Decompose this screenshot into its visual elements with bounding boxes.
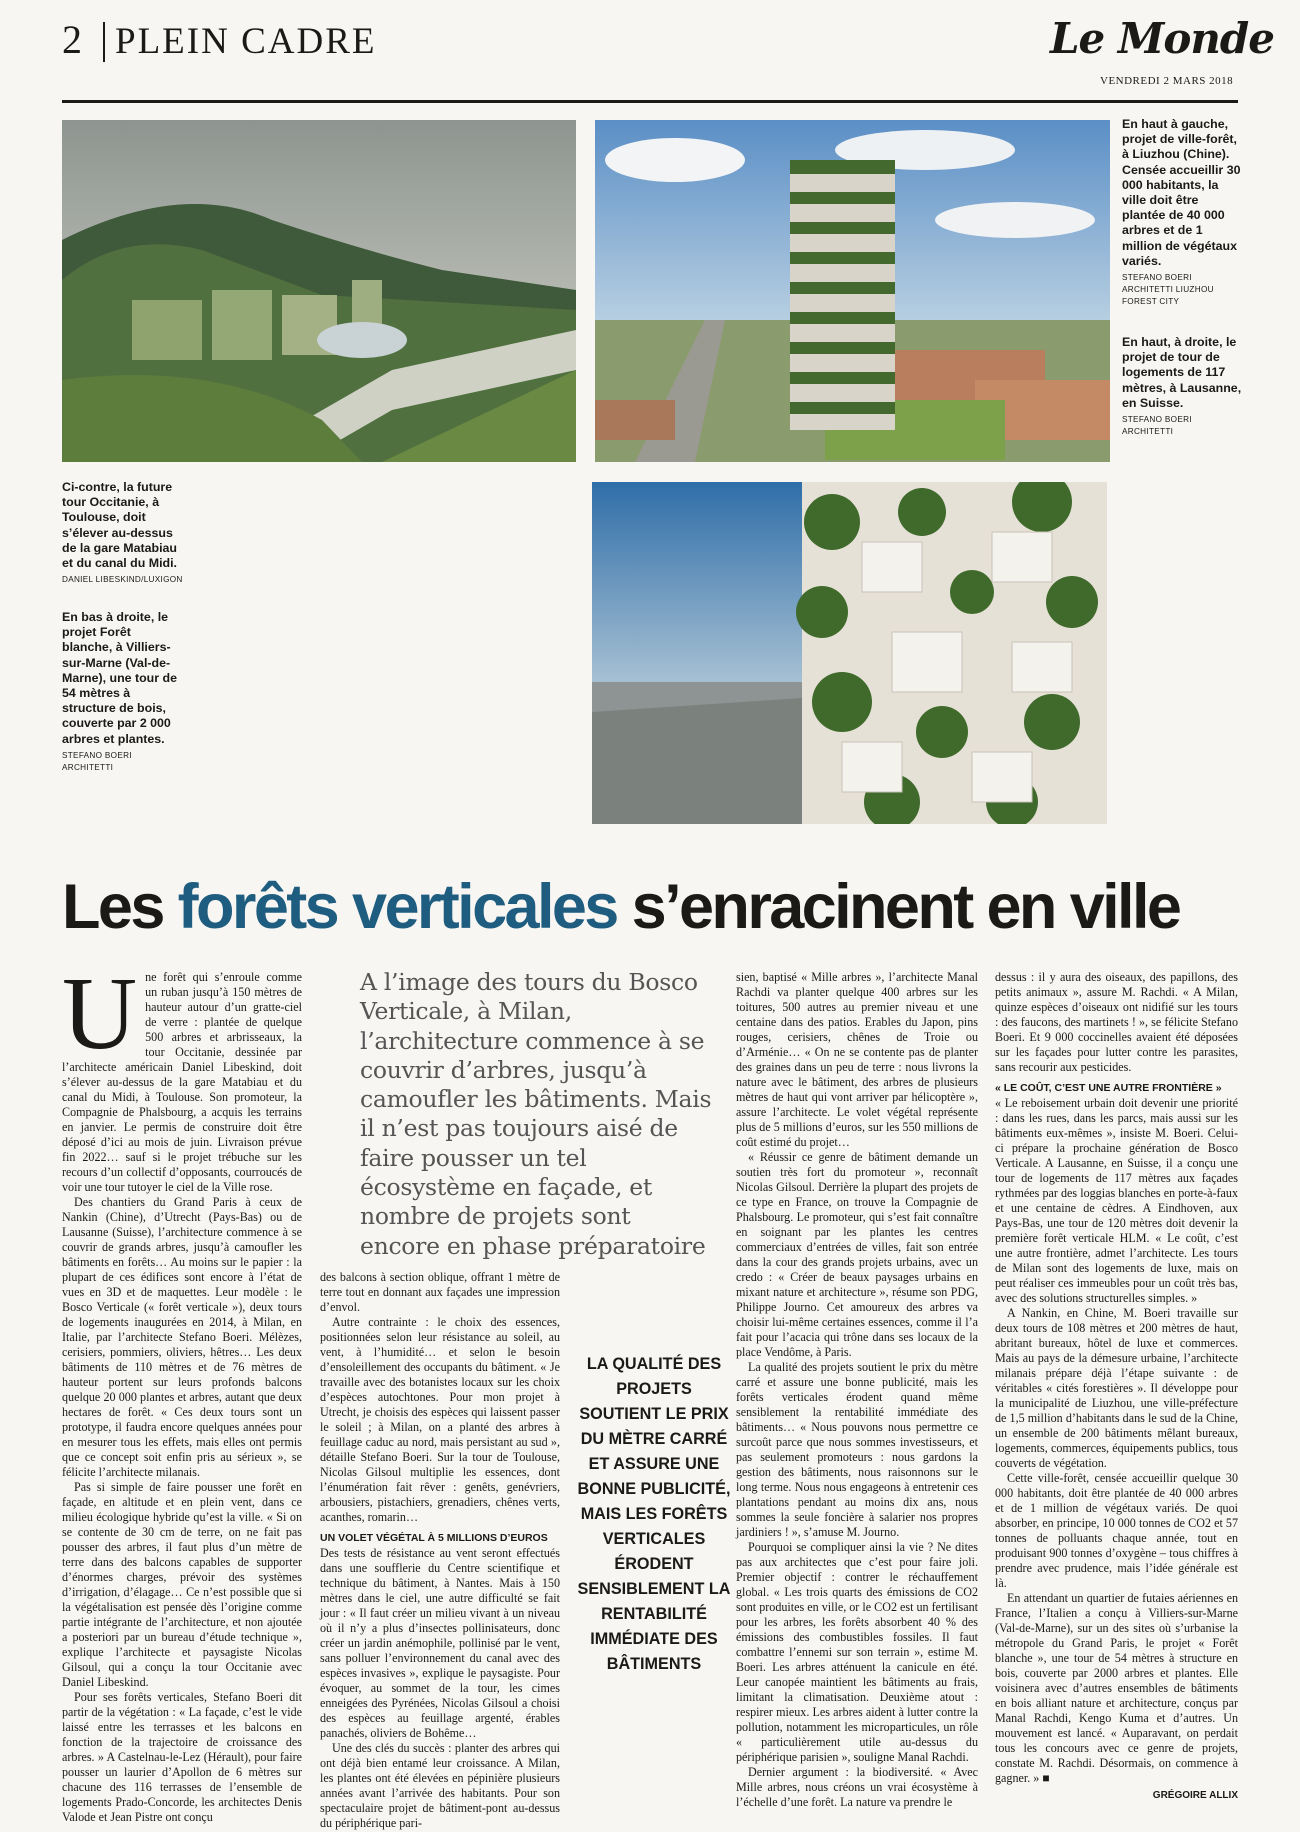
caption-lausanne-text: En haut, à droite, le projet de tour de logements de 117 mètres, à Lausanne, en Suisse. — [1122, 335, 1242, 410]
paragraph: Autre contrainte : le choix des essences, positionnées selon leur résistance au soleil, au vent, à l’humidité… et selon le besoin d’ensoleillement des occupants du bâtiment. « Je travaille avec des botanistes locaux sur les choix d’espèces autochtones. Pour mon projet à Utrecht, je choisis des espèces qui laissent passer le soleil ; à Milan, on a planté des arbres à feuillage caduc au nord, mais persistant au sud », détaille Stefano Boeri. Sur la tour de Toulouse, Nicolas Gilsoul multiplie les essences, dont l’énumération fait rêver : genêts, genévriers, arbousiers, pistachiers, grenadiers, chênes verts, acanthes, romarin… — [320, 1315, 560, 1524]
paragraph: dessus : il y aura des oiseaux, des papillons, des petits animaux », assure M. Rachdi. « A Milan, quinze espèces d’oiseaux ont nidifié sur les tours : des faucons, des martinets ! », se félicite Stefano Boeri. Et 9 000 coccinelles avaient été déposées sur les façades pour lutter contre les parasites, sans recourir aux pesticides. — [995, 970, 1238, 1074]
pull-quote: LA QUALITÉ DES PROJETS SOUTIENT LE PRIX DU MÈTRE CARRÉ ET ASSURE UNE BONNE PUBLICITÉ, MAIS LES FORÊTS VERTICALES ÉRODENT SENSIBLEMENT LA RENTABILITÉ IMMÉDIATE DES BÂTIMENTS — [577, 1355, 731, 1673]
article-column-2 — [320, 1270, 560, 1831]
paragraph: sien, baptisé « Mille arbres », l’architecte Manal Rachdi va planter quelque 400 arbres sur les toitures, 500 autres au premier niveau et une centaine dans des patios. Erables du Japon, pins rouges, cerisiers, chênes de Troie ou d’Arménie… « On ne se contente pas de planter des graines dans un peu de terre : nous livrons la nature avec le bâtiment, des arbres de plusieurs mètres de haut qui vont arriver par hélicoptère », assure l’architecte. Le volet végétal représente plus de 5 millions d’euros, sur les 550 millions de coût estimé du projet… — [736, 970, 978, 1149]
headline — [62, 872, 1238, 942]
newspaper-logo[interactable]: Le Monde — [1050, 14, 1275, 63]
subheading: UN VOLET VÉGÉTAL À 5 MILLIONS D’EUROS — [320, 1532, 548, 1544]
paragraph: Cette ville-forêt, censée accueillir quelque 30 000 habitants, doit être plantée de 40 000 arbres et de 1 million de végétaux variés. De quoi absorber, en principe, 10 000 tonnes de CO2 et 57 tonnes de polluants chaque année, tout en produisant 900 tonnes d’oxygène – tous chiffres à prendre avec prudence, mais l’idée générale est là. — [995, 1471, 1238, 1590]
caption-foret-blanche — [62, 610, 184, 774]
headline-part-3: s’enracinent en ville — [616, 872, 1180, 942]
paragraph: « Réussir ce genre de bâtiment demande un soutien très fort du promoteur », reconnaît Nicolas Gilsoul. Derrière la plupart des projets de ce type en France, on trouve la Compagnie de Phalsbourg. Le promoteur, qui s’est fait connaître en soignant par les plantes les centres commerciaux d’entrées de villes, fait son entrée dans la cour des grands projets urbains, avec un credo : « Créer de beaux paysages urbains en mixant nature et architecture », résume son PDG, Philippe Journo. Cet amoureux des arbres va choisir lui-même certaines essences, comme il l’a fait pour l’acacia qui trône dans ses locaux de la place Vendôme, à Paris. — [736, 1150, 978, 1359]
paragraph: Une des clés du succès : planter des arbres qui ont déjà bien entamé leur croissance. A Milan, les plantes ont été élevées en pépinière plusieurs années avant l’arrivée des habitants. Pour son spectaculaire projet de bâtiment-pont au-dessus du périphérique pari- — [320, 1741, 560, 1830]
photo-liuzhou-forest-city — [62, 120, 576, 462]
article-lead: A l’image des tours du Bosco Verticale, à Milan, l’architecture commence à se couvrir d’arbres, jusqu’à camoufler les bâtiments. Mais il n’est pas toujours aisé de faire pousser un tel écosystème en façade, et nombre de projets sont encore en phase préparatoire — [360, 968, 712, 1260]
header-divider — [103, 22, 105, 62]
caption-lausanne — [1122, 335, 1242, 438]
paragraph: A Nankin, en Chine, M. Boeri travaille sur deux tours de 108 mètres et 200 mètres de haut, abritant bureaux, hôtel de luxe et commerces. Mais au pays de la démesure urbaine, l’architecte milanais prépare déjà l’étape suivante : de véritables « cités forestières ». Il développe pour la municipalité de Liuzhou, une ville-préfecture de 1,5 million d’habitants dans le sud de la Chine, un ensemble de 200 bâtiments mêlant bureaux, logements, commerces, équipements publics, tous couverts de végétation. — [995, 1306, 1238, 1470]
caption-occitanie-credit: DANIEL LIBESKIND/LUXIGON — [62, 575, 183, 585]
caption-liuzhou-text: En haut à gauche, projet de ville-forêt, à Liuzhou (Chine). Censée accueillir 30 000 habitants, la ville doit être plantée de 40 000 arbres et de 1 million de végétaux variés. — [1122, 117, 1241, 268]
paragraph: En attendant un quartier de futaies aériennes en France, l’Italien a conçu à Villiers-sur-Marne (Val-de-Marne), sur un des sites où s’urbanise la métropole du Grand Paris, le projet « Forêt blanche », une tour de 54 mètres à structure en bois, couverte par 2000 arbres et plantes. Elle voisinera avec d’autres ensembles de bâtiments en bois alliant nature et architecture, conçus par Manal Rachdi, Kengo Kuma et d’autres. Un mouvement est lancé. « Auparavant, on perdait tous les concours avec ce genre de projets, constate M. Rachdi. Désormais, on commence à gagner. » ■ — [995, 1591, 1238, 1785]
article-column-1 — [62, 956, 302, 1825]
section-title: PLEIN CADRE — [115, 21, 377, 62]
photo-lausanne-tower — [595, 120, 1110, 462]
caption-foret-blanche-text: En bas à droite, le projet Forêt blanche, à Villiers-sur-Marne (Val-de-Marne), une tour de 54 mètres à structure de bois, couverte par 2 000 arbres et plantes. — [62, 610, 177, 746]
page-number: 2 — [62, 17, 82, 62]
headline-accent: forêts verticales — [177, 872, 617, 942]
issue-date: VENDREDI 2 MARS 2018 — [1100, 75, 1234, 87]
paragraph: « Le reboisement urbain doit devenir une priorité : dans les rues, dans les parcs, mais aussi sur les bâtiments eux-mêmes », insiste M. Boeri. Celui-ci prépare la prochaine génération de Bosco Verticale. A Lausanne, en Suisse, il a conçu une tour de logements de 117 mètres aux façades rythmées par des loggias blanches en porte-à-faux et une centaine de cèdres. A Eindhoven, aux Pays-Bas, une tour de 120 mètres doit devenir la première forêt verticale HLM. « Le coût, c’est une autre frontière, admet l’architecte. Les tours de Milan sont des logements de luxe, mais on peut réaliser ces immeubles pour un coût très bas, avec des solutions structurelles simples. » — [995, 1096, 1238, 1305]
photo-foret-blanche — [592, 482, 1107, 824]
byline: GRÉGOIRE ALLIX — [1152, 1790, 1238, 1801]
paragraph: Pas si simple de faire pousser une forêt en façade, en altitude et en plein vent, dans ce milieu écologique hybride qu’est la ville. « Si on se contente de 30 cm de terre, on ne fait pas pousser des arbres, il faut plus d’un mètre de terre dans des balcons capables de supporter d’énormes charges, prévoir des systèmes d’irrigation, d’élagage… Ce n’est possible que si la végétalisation est pensée dès l’origine comme partie intégrante de l’architecture, et non ajoutée a posteriori par un bureau d’étude technique », explique l’architecte et paysagiste Nicolas Gilsoul, qui a conçu la tour Occitanie avec Daniel Libeskind. — [62, 1480, 302, 1689]
paragraph: La qualité des projets soutient le prix du mètre carré et assure une bonne publicité, mais les forêts verticales érodent quand même sensiblement la rentabilité immédiate des bâtiments… « Nous pouvons nous permettre ce surcoût parce que nous sommes investisseurs, et pas seulement promoteurs : nous gardons la gestion des bâtiments, nous raisonnons sur le long terme. Nous nous engageons à entretenir ces plantations pendant au moins dix ans, nous sommes la seule foncière à salarier nos propres jardiniers ! », s’amuse M. Journo. — [736, 1360, 978, 1539]
paragraph: Des tests de résistance au vent seront effectués dans une soufflerie du Centre scientifique et technique du bâtiment, à Nantes. Mais à 150 mètres dans le ciel, une autre difficulté se fait jour : « Il faut créer un milieu vivant à un niveau où il n’y a plus d’insectes pollinisateurs, donc créer un jardin anémophile, pollinisé par le vent, sans polluer l’environnement du canal avec des espèces invasives », explique le paysagiste. Pour évoquer, au sommet de la tour, les cimes enneigées des Pyrénées, Nicolas Gilsoul a choisi des espèces au feuillage argenté, érables panachés, oliviers de Bohême… — [320, 1546, 560, 1740]
headline-part-1: Les — [62, 872, 178, 942]
paragraph: Dernier argument : la biodiversité. « Avec Mille arbres, nous créons un vrai écosystème à l’échelle d’une forêt. La nature va prendre le — [736, 1765, 978, 1809]
caption-occitanie — [62, 480, 184, 586]
paragraph: Des chantiers du Grand Paris à ceux de Nankin (Chine), d’Utrecht (Pays-Bas) ou de Lausanne (Suisse), l’architecture commence à se couvrir de grands arbres, jusqu’à camoufler les bâtiments en forêts… Au moins sur le papier : la plupart de ces édifices sont encore à l’état de vues en 3D et de maquettes. Leur modèle : le Bosco Verticale (« forêt verticale »), deux tours de logements inaugurées en 2014, à Milan, en Italie, par l’architecte Stefano Boeri. Mélèzes, cerisiers, pommiers, oliviers, hêtres… Les deux bâtiments de 110 mètres et de 76 mètres de hauteur portent sur leurs profonds balcons quelque 20 000 plantes et arbres, autant que deux hectares de forêt. « Ces deux tours sont un prototype, il faudra encore quelques années pour en mesurer tous les effets, mais elles ont permis que ce concept soit enfin pris au sérieux », se félicite l’architecte milanais. — [62, 1195, 302, 1479]
drop-cap: U — [62, 956, 138, 1071]
caption-occitanie-text: Ci-contre, la future tour Occitanie, à Toulouse, doit s’élever au-dessus de la gare Matabiau et du canal du Midi. — [62, 480, 177, 571]
article-column-4 — [995, 970, 1238, 1803]
paragraph: Pour ses forêts verticales, Stefano Boeri dit partir de la végétation : « La façade, c’est le vide laissé entre les terrasses et les balcons en fonction de la trajectoire de croissance des arbres. » A Castelnau-le-Lez (Hérault), pour faire pousser un laurier d’Apollon de 6 mètres sur chacune des 116 terrasses de l’ensemble de logements Prado-Concorde, les architectes Denis Valode et Jean Pistre ont conçu — [62, 1690, 302, 1824]
caption-foret-blanche-credit: STEFANO BOERI ARCHITETTI — [62, 750, 132, 772]
paragraph: ne forêt qui s’enroule comme un ruban jusqu’à 150 mètres de hauteur autour d’un gratte-ciel de verre : plantée de quelque 500 arbres et arbrisseaux, la tour Occitanie, dessinée par l’architecte américain Daniel Libeskind, doit s’élever au-dessus de la gare Matabiau et du canal du Midi, à Toulouse. Son promoteur, la Compagnie de Phalsbourg, a acquis les terrains en janvier. Le permis de construire doit être déposé d’ici au mois de juin. Livraison prévue fin 2022… sauf si le projet trébuche sur les recours d’un collectif d’opposants, courroucés de voir une tour tutoyer le ciel de la Ville rose. — [62, 970, 302, 1194]
caption-liuzhou-credit: STEFANO BOERI ARCHITETTI LIUZHOU FOREST CITY — [1122, 273, 1214, 307]
caption-lausanne-credit: STEFANO BOERI ARCHITETTI — [1122, 415, 1192, 437]
paragraph: des balcons à section oblique, offrant 1 mètre de terre tout en donnant aux façades une impression d’envol. — [320, 1270, 560, 1314]
caption-liuzhou — [1122, 117, 1242, 308]
paragraph: Pourquoi se compliquer ainsi la vie ? Ne dites pas aux architectes que c’est pour faire joli. Premier objectif : contrer le réchauffement global. « Les trois quarts des émissions de CO2 sont produites en ville, or le CO2 est un fertilisant pour les arbres, les forêts absorbent 40 % des émissions des combustibles fossiles. Il faut combattre l’ennemi sur son terrain », estime M. Boeri. Les arbres atténuent la canicule en été. Leur canopée maintient les bâtiments au frais, limitant la climatisation. Deuxième atout : respirer mieux. Les arbres aident à lutter contre la pollution, notamment les microparticules, un rôle « particulièrement utile au-dessus du périphérique parisien », souligne Manal Rachdi. — [736, 1540, 978, 1764]
header-rule — [62, 100, 1238, 103]
article-column-3 — [736, 970, 978, 1810]
subheading: « LE COÛT, C’EST UNE AUTRE FRONTIÈRE » — [995, 1082, 1222, 1094]
